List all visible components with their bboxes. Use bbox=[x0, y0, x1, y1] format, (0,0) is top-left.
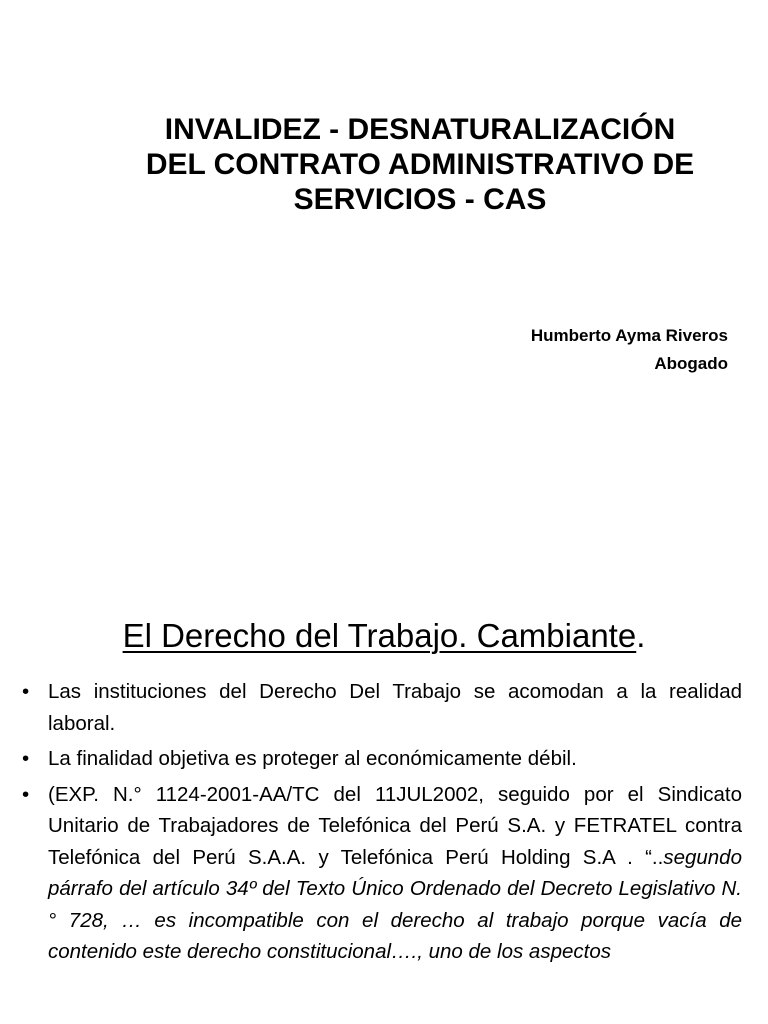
content-slide bbox=[0, 576, 768, 1024]
title-line-2: DEL CONTRATO ADMINISTRATIVO DE bbox=[145, 148, 695, 181]
author-role: Abogado bbox=[654, 354, 728, 373]
bullet-text-3: (EXP. N.° 1124-2001-AA/TC del 11JUL2002, seguido por el Sindicato Unitario de Trabajadores de Telefónica del Perú S.A. y FETRATEL contra Telefónica del Perú S.A.A. y Telefónica Perú Holding S.A . “.. bbox=[48, 782, 742, 869]
title-line-3: SERVICIOS - CAS bbox=[293, 183, 547, 216]
bullet-text-2: La finalidad objetiva es proteger al económicamente débil. bbox=[48, 747, 577, 770]
bullet-item-1 bbox=[20, 676, 742, 739]
slide-heading-period: . bbox=[636, 617, 646, 654]
bullet-text-1: Las instituciones del Derecho Del Trabajo se acomodan a la realidad laboral. bbox=[48, 680, 742, 735]
bullet-item-3 bbox=[20, 779, 742, 968]
author-block bbox=[531, 322, 728, 378]
slide-heading-text: El Derecho del Trabajo. Cambiante bbox=[122, 617, 637, 654]
slide-heading bbox=[0, 616, 768, 656]
bullet-list bbox=[20, 676, 742, 972]
slide-title bbox=[60, 112, 768, 217]
bullet-item-2 bbox=[20, 743, 742, 775]
title-line-1: INVALIDEZ - DESNATURALIZACIÓN bbox=[164, 113, 676, 146]
author-name: Humberto Ayma Riveros bbox=[530, 326, 728, 345]
bullet-quote-3: segundo párrafo del artículo 34º del Texto Único Ordenado del Decreto Legislativo N.° 728, … es incompatible con el derecho al trabajo porque vacía de contenido este derecho constitucional…., uno de los aspectos bbox=[48, 845, 742, 963]
